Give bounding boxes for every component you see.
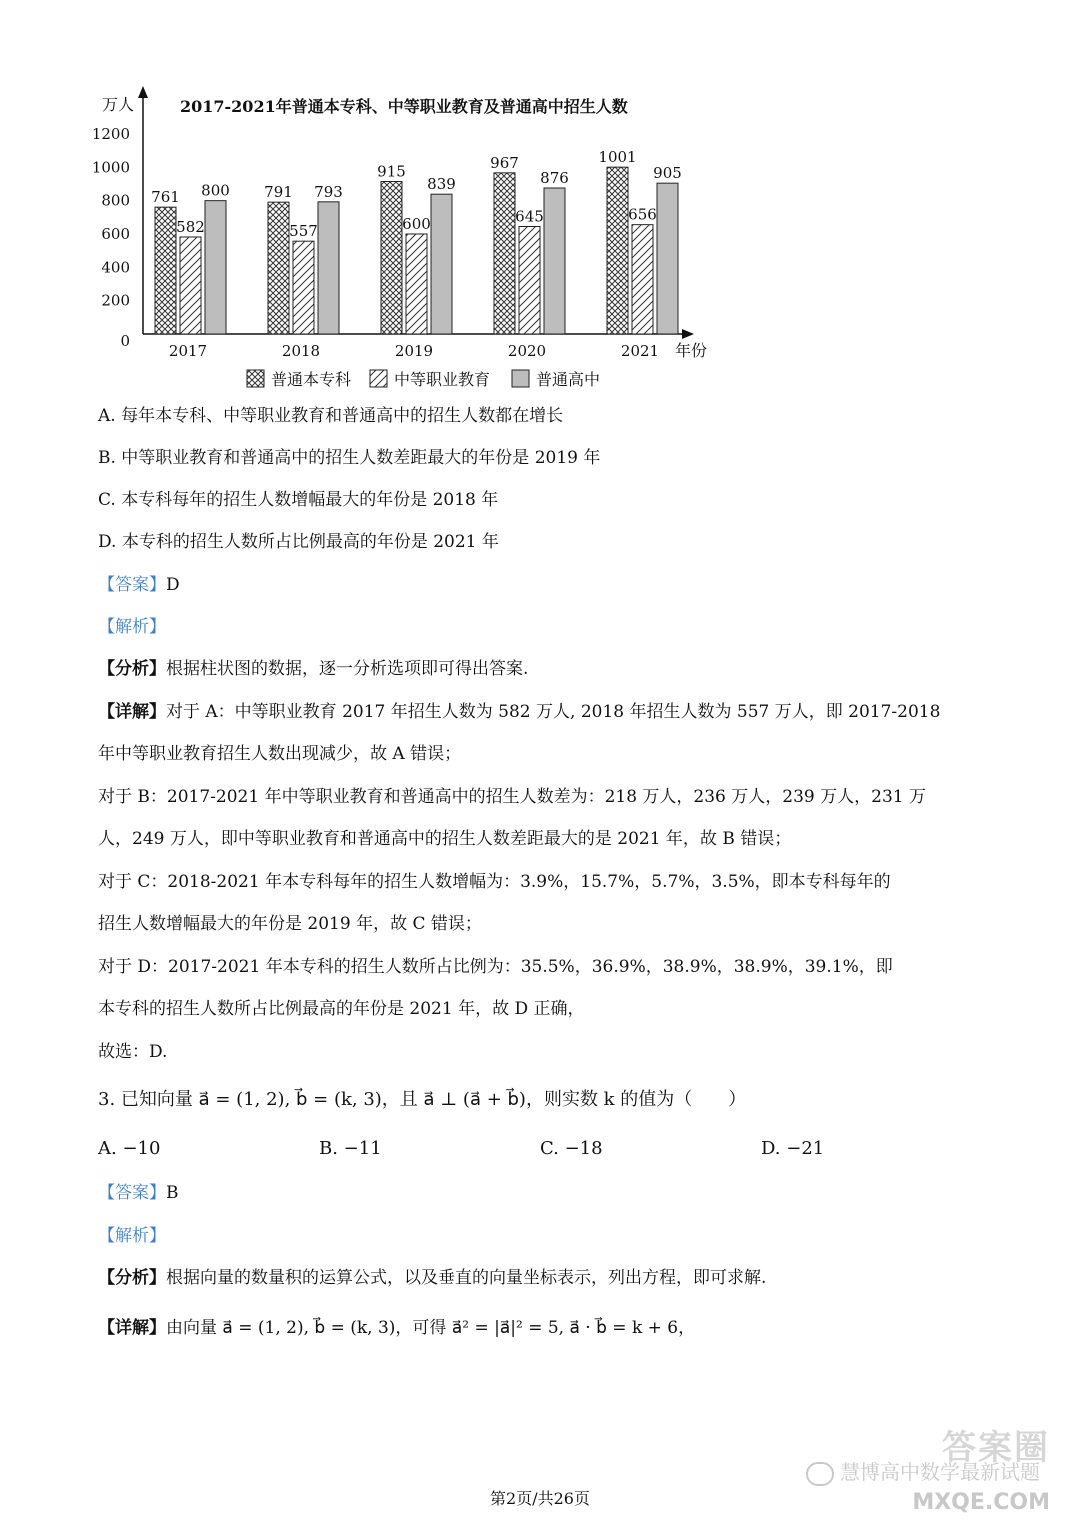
- chart-title: 2017-2021年普通本专科、中等职业教育及普通高中招生人数: [180, 97, 628, 116]
- legend-label: 普通本专科: [271, 370, 352, 389]
- bar: [544, 188, 565, 334]
- analysis-tag: 【解析】: [98, 617, 166, 637]
- y-tick-label: 0: [120, 332, 130, 350]
- y-tick-label: 1000: [91, 158, 130, 177]
- bar: [318, 202, 339, 334]
- x-axis-label: 年份: [675, 341, 708, 360]
- bar: [268, 202, 289, 334]
- option-a: A. 每年本专科、中等职业教育和普通高中的招生人数都在增长: [98, 406, 564, 426]
- xiangjie-line: 年中等职业教育招生人数出现减少，故 A 错误；: [98, 744, 462, 764]
- fenxi-tag: 【分析】: [98, 659, 166, 679]
- data-label: 905: [653, 164, 682, 183]
- data-label: 839: [427, 175, 456, 194]
- watermark-text: 慧博高中数学最新试题: [840, 1460, 1040, 1484]
- legend-swatch: [247, 370, 264, 387]
- data-label: 967: [490, 153, 519, 172]
- data-label: 800: [201, 181, 230, 200]
- bar: [519, 227, 540, 335]
- data-label: 645: [515, 207, 544, 226]
- option-d: D. 本专科的招生人数所占比例最高的年份是 2021 年: [98, 532, 499, 552]
- bar: [632, 225, 653, 334]
- y-axis-label: 万人: [102, 95, 135, 114]
- x-tick-label: 2018: [281, 342, 321, 360]
- bar: [494, 173, 515, 334]
- data-label: 876: [540, 169, 569, 187]
- watermark: [806, 1456, 1040, 1486]
- data-label: 582: [176, 218, 205, 236]
- chart-svg: [90, 80, 730, 400]
- y-tick-label: 200: [101, 291, 130, 310]
- xiangjie-line: 故选：D.: [98, 1042, 168, 1062]
- answer-value: D: [166, 575, 180, 595]
- x-tick-label: 2021: [620, 342, 660, 360]
- xiangjie-line: 人，249 万人，即中等职业教育和普通高中的招生人数差距最大的是 2021 年，故 B 错误；: [98, 829, 792, 849]
- data-label: 600: [402, 215, 431, 233]
- fenxi-row: [98, 657, 528, 681]
- wechat-icon: [806, 1462, 834, 1486]
- bar: [657, 183, 678, 334]
- bar: [431, 194, 452, 334]
- bar: [155, 207, 176, 334]
- q3-fenxi-text: 根据向量的数量积的运算公式，以及垂直的向量坐标表示，列出方程，即可求解.: [166, 1268, 767, 1288]
- bar: [293, 241, 314, 334]
- q3-option-c: C. −18: [540, 1138, 603, 1159]
- bar-chart: [90, 80, 730, 400]
- q3-xiangjie-tag: 【详解】: [98, 1318, 166, 1338]
- data-label: 656: [628, 205, 657, 224]
- bar: [406, 234, 427, 334]
- legend-swatch: [512, 370, 529, 387]
- bar: [205, 201, 226, 334]
- y-tick-label: 800: [101, 191, 130, 210]
- xiangjie-line: 对于 C：2018-2021 年本专科每年的招生人数增幅为：3.9%，15.7%，5.7%，3.5%，即本专科每年的: [98, 872, 891, 892]
- legend-label: 普通高中: [536, 370, 601, 389]
- q3-options: [98, 1138, 998, 1166]
- q3-answer-value: B: [166, 1183, 179, 1203]
- xiangjie-line: 招生人数增幅最大的年份是 2019 年，故 C 错误；: [98, 914, 482, 934]
- data-label: 761: [151, 188, 180, 207]
- data-label: 915: [377, 162, 406, 181]
- q3-option-a: A. −10: [98, 1138, 161, 1159]
- q3-xiangjie-text: 由向量 a⃗ = (1, 2), b⃗ = (k, 3)，可得 a⃗² = |a⃗|² = 5, a⃗ · b⃗ = k + 6，: [166, 1318, 696, 1338]
- y-tick-label: 600: [101, 225, 130, 243]
- xiangjie-tag: 【详解】: [98, 702, 166, 722]
- watermark-logo: 答案圈: [942, 1428, 1050, 1468]
- xiangjie-line: 对于 D：2017-2021 年本专科的招生人数所占比例为：35.5%，36.9%，38.9%，38.9%，39.1%，即: [98, 957, 893, 977]
- data-label: 793: [314, 182, 343, 201]
- xiangjie-line: 对于 B：2017-2021 年中等职业教育和普通高中的招生人数差为：218 万人，236 万人，239 万人，231 万: [98, 787, 926, 807]
- bar: [607, 167, 628, 334]
- xiangjie-row: [98, 700, 940, 724]
- x-tick-label: 2019: [394, 342, 434, 360]
- bar: [180, 237, 201, 334]
- y-axis-arrow: [138, 86, 148, 98]
- legend-swatch: [370, 370, 387, 387]
- xiangjie-line: 本专科的招生人数所占比例最高的年份是 2021 年，故 D 正确，: [98, 999, 585, 1019]
- q3-option-d: D. −21: [761, 1138, 825, 1159]
- bar: [381, 182, 402, 335]
- legend-label: 中等职业教育: [394, 370, 491, 389]
- watermark-site: MXQE.COM: [912, 1490, 1050, 1515]
- x-axis-arrow: [682, 329, 694, 339]
- y-tick-label: 1200: [91, 125, 130, 143]
- q3-fenxi-tag: 【分析】: [98, 1268, 166, 1288]
- x-tick-label: 2020: [507, 342, 547, 360]
- q3-answer-tag: 【答案】: [98, 1183, 166, 1203]
- x-tick-label: 2017: [168, 342, 208, 360]
- option-c: C. 本专科每年的招生人数增幅最大的年份是 2018 年: [98, 490, 499, 510]
- q3-fenxi-row: [98, 1266, 766, 1290]
- q3-stem: 3. 已知向量 a⃗ = (1, 2), b⃗ = (k, 3)，且 a⃗ ⊥ (a⃗ + b⃗)，则实数 k 的值为（ ）: [98, 1089, 747, 1110]
- answer-tag: 【答案】: [98, 575, 166, 595]
- q3-option-b: B. −11: [319, 1138, 382, 1159]
- data-label: 557: [289, 222, 318, 241]
- data-label: 1001: [598, 148, 637, 167]
- page-footer: 第2页/共26页: [490, 1489, 590, 1508]
- answer-row: [98, 573, 180, 597]
- y-tick-label: 400: [101, 258, 130, 277]
- q3-xiangjie-row: [98, 1316, 695, 1340]
- option-b: B. 中等职业教育和普通高中的招生人数差距最大的年份是 2019 年: [98, 448, 601, 468]
- q3-answer-row: [98, 1181, 179, 1205]
- fenxi-text: 根据柱状图的数据，逐一分析选项即可得出答案.: [166, 659, 529, 679]
- data-label: 791: [264, 183, 293, 202]
- xiangjie-line: 对于 A：中等职业教育 2017 年招生人数为 582 万人, 2018 年招生人数为 557 万人，即 2017-2018: [166, 702, 941, 722]
- q3-analysis-tag: 【解析】: [98, 1226, 166, 1246]
